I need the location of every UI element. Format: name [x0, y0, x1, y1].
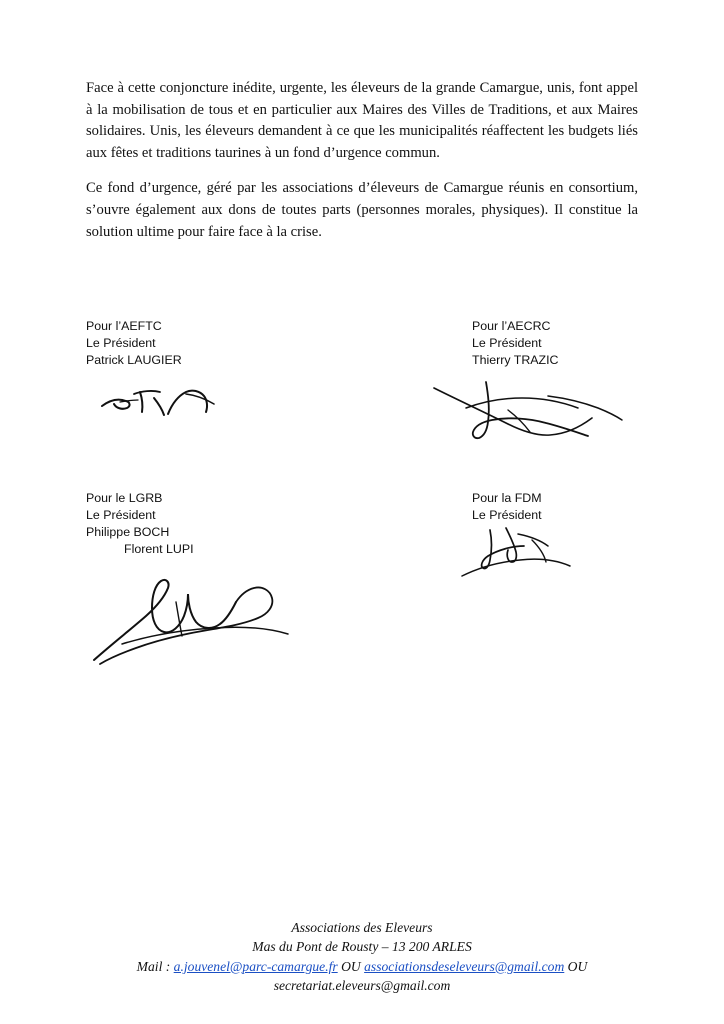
footer-email-link-2[interactable]: associationsdeseleveurs@gmail.com	[364, 958, 565, 974]
signature-org: Pour le LGRB	[86, 491, 163, 505]
body-text	[86, 78, 638, 243]
signature-org: Pour l’AECRC	[472, 319, 551, 333]
handwritten-signature-fdm	[458, 524, 576, 584]
footer-mail-label: Mail :	[136, 958, 174, 974]
signature-role: Le Président	[86, 336, 156, 350]
signature-org: Pour la FDM	[472, 491, 542, 505]
signature-block-aecrc	[472, 318, 559, 369]
signature-org: Pour l’AEFTC	[86, 319, 162, 333]
signature-role: Le Président	[86, 508, 156, 522]
footer-email-link-1[interactable]: a.jouvenel@parc-camargue.fr	[173, 958, 338, 974]
document-footer	[0, 918, 724, 996]
footer-mail-line	[0, 957, 724, 976]
signature-block-lgrb	[86, 490, 194, 558]
signature-name: Philippe BOCH	[86, 525, 170, 539]
footer-separator-2: OU	[564, 958, 588, 974]
signature-role: Le Président	[472, 336, 542, 350]
handwritten-signature-aeftc	[96, 382, 226, 430]
signature-name: Thierry TRAZIC	[472, 353, 559, 367]
paragraph-2: Ce fond d’urgence, géré par les associations d’éleveurs de Camargue réunis en consortium, s’ouvre également aux dons de toutes parts (personnes morales, physiques). Il constitue la solution ultime pour faire face à la crise.	[86, 180, 638, 240]
footer-email-3: secretariat.eleveurs@gmail.com	[273, 978, 451, 994]
handwritten-signature-aecrc	[430, 380, 626, 442]
signature-name-secondary: Florent LUPI	[124, 542, 194, 556]
footer-organization: Associations des Eleveurs	[291, 920, 433, 935]
handwritten-signature-lgrb	[88, 572, 298, 668]
signature-role: Le Président	[472, 508, 542, 522]
paragraph-1: Face à cette conjoncture inédite, urgente, les éleveurs de la grande Camargue, unis, font appel à la mobilisation de tous et en particulier aux Maires des Villes de Traditions, et aux Maires solidaires. Unis, les éleveurs demandent à ce que les municipalités réaffectent les budgets liés aux fêtes et traditions taurines à un fond d’urgence commun.	[86, 80, 638, 161]
signature-block-fdm	[472, 490, 542, 524]
signature-name: Patrick LAUGIER	[86, 353, 182, 367]
footer-separator-1: OU	[337, 958, 365, 974]
footer-address: Mas du Pont de Rousty – 13 200 ARLES	[252, 939, 472, 955]
signature-block-aeftc	[86, 318, 182, 369]
